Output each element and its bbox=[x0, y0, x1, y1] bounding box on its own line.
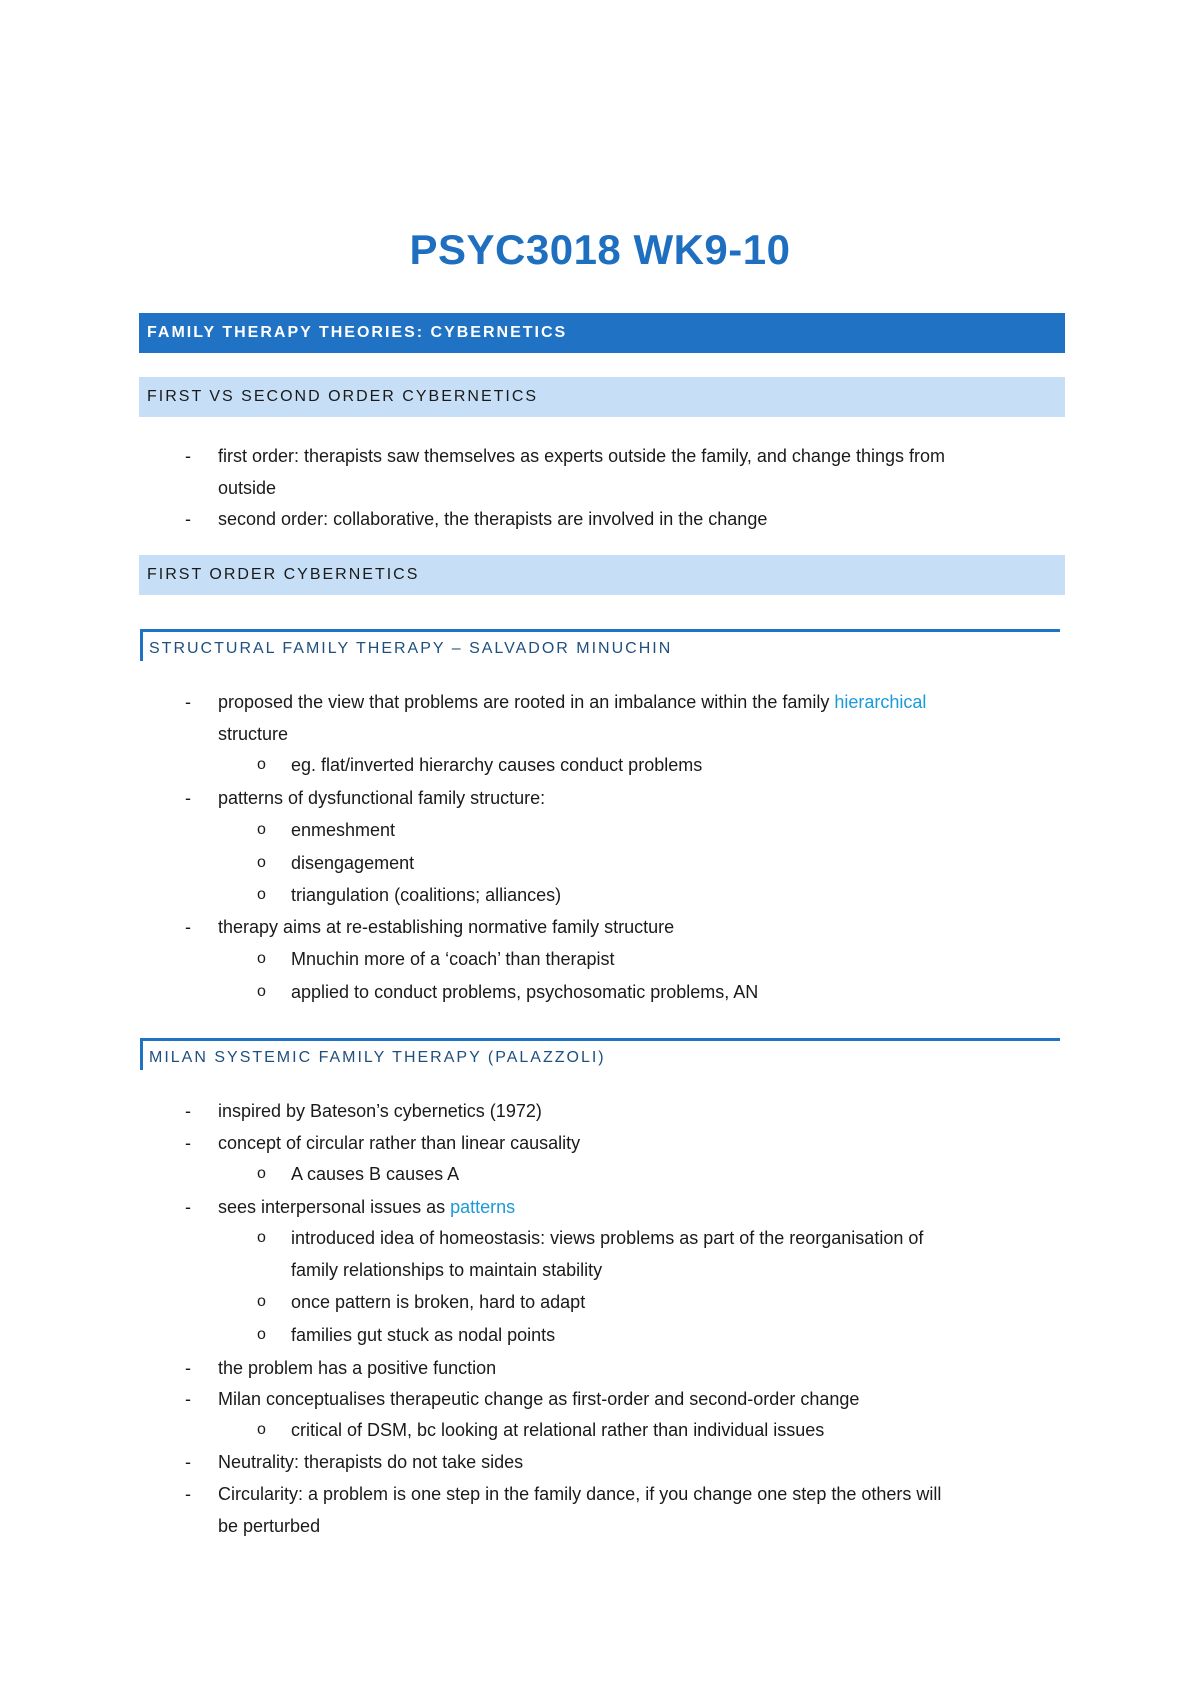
list-item-text: sees interpersonal issues as bbox=[218, 1197, 451, 1217]
list-dash: - bbox=[185, 917, 191, 937]
list-dash: - bbox=[185, 1358, 191, 1378]
list-item-continuation: be perturbed bbox=[218, 1516, 321, 1536]
list-item: the problem has a positive function bbox=[218, 1358, 497, 1378]
list-bullet: o bbox=[257, 1421, 266, 1438]
list-dash: - bbox=[185, 1389, 191, 1409]
sub-list-item: critical of DSM, bc looking at relational rather than individual issues bbox=[291, 1420, 825, 1440]
list-dash: - bbox=[185, 1452, 191, 1472]
list-item: patterns of dysfunctional family structure: bbox=[218, 788, 546, 808]
list-item bbox=[218, 1196, 515, 1218]
list-item: Neutrality: therapists do not take sides bbox=[218, 1452, 524, 1472]
section-bar-first-order: FIRST ORDER CYBERNETICS bbox=[139, 555, 1065, 595]
section-bar-theories: FAMILY THERAPY THEORIES: CYBERNETICS bbox=[139, 313, 1065, 353]
list-bullet: o bbox=[257, 1293, 266, 1310]
highlight-term: patterns bbox=[450, 1197, 516, 1217]
sub-list-item: triangulation (coalitions; alliances) bbox=[291, 885, 562, 905]
sub-list-item: enmeshment bbox=[291, 820, 396, 840]
sub-list-item: families gut stuck as nodal points bbox=[291, 1325, 556, 1345]
sub-list-item: once pattern is broken, hard to adapt bbox=[291, 1292, 586, 1312]
sub-list-item: eg. flat/inverted hierarchy causes conduct problems bbox=[291, 755, 703, 775]
list-item: Circularity: a problem is one step in the family dance, if you change one step the others will bbox=[218, 1484, 942, 1504]
sub-list-item-continuation: family relationships to maintain stability bbox=[291, 1260, 603, 1280]
list-bullet: o bbox=[257, 950, 266, 967]
list-dash: - bbox=[185, 509, 191, 529]
sub-list-item: disengagement bbox=[291, 853, 415, 873]
list-bullet: o bbox=[257, 1326, 266, 1343]
list-dash: - bbox=[185, 1484, 191, 1504]
list-item: therapy aims at re-establishing normative family structure bbox=[218, 917, 675, 937]
sub-list-item: applied to conduct problems, psychosomatic problems, AN bbox=[291, 982, 759, 1002]
list-item: inspired by Bateson’s cybernetics (1972) bbox=[218, 1101, 542, 1121]
list-item bbox=[218, 691, 926, 713]
sub-list-item: A causes B causes A bbox=[291, 1164, 460, 1184]
section-bar-first-vs-second: FIRST VS SECOND ORDER CYBERNETICS bbox=[139, 377, 1065, 417]
list-item-continuation: outside bbox=[218, 478, 277, 498]
list-dash: - bbox=[185, 446, 191, 466]
list-bullet: o bbox=[257, 854, 266, 871]
list-dash: - bbox=[185, 1101, 191, 1121]
list-item: concept of circular rather than linear causality bbox=[218, 1133, 581, 1153]
list-bullet: o bbox=[257, 1229, 266, 1246]
list-item-text: proposed the view that problems are rooted in an imbalance within the family bbox=[218, 692, 835, 712]
list-dash: - bbox=[185, 1133, 191, 1153]
list-dash: - bbox=[185, 692, 191, 712]
subheading-structural: STRUCTURAL FAMILY THERAPY – SALVADOR MINUCHIN bbox=[140, 629, 1060, 661]
list-item: first order: therapists saw themselves as experts outside the family, and change things from bbox=[218, 446, 946, 466]
list-bullet: o bbox=[257, 983, 266, 1000]
list-bullet: o bbox=[257, 821, 266, 838]
list-bullet: o bbox=[257, 756, 266, 773]
list-bullet: o bbox=[257, 1165, 266, 1182]
list-item-continuation: structure bbox=[218, 724, 289, 744]
list-bullet: o bbox=[257, 886, 266, 903]
page-title: PSYC3018 WK9-10 bbox=[409, 226, 791, 273]
list-item: second order: collaborative, the therapists are involved in the change bbox=[218, 509, 768, 529]
list-item: Milan conceptualises therapeutic change as first-order and second-order change bbox=[218, 1389, 860, 1409]
sub-list-item: introduced idea of homeostasis: views problems as part of the reorganisation of bbox=[291, 1228, 924, 1248]
sub-list-item: Mnuchin more of a ‘coach’ than therapist bbox=[291, 949, 615, 969]
highlight-term: hierarchical bbox=[834, 692, 927, 712]
list-dash: - bbox=[185, 788, 191, 808]
subheading-milan: MILAN SYSTEMIC FAMILY THERAPY (PALAZZOLI) bbox=[140, 1038, 1060, 1070]
list-dash: - bbox=[185, 1197, 191, 1217]
